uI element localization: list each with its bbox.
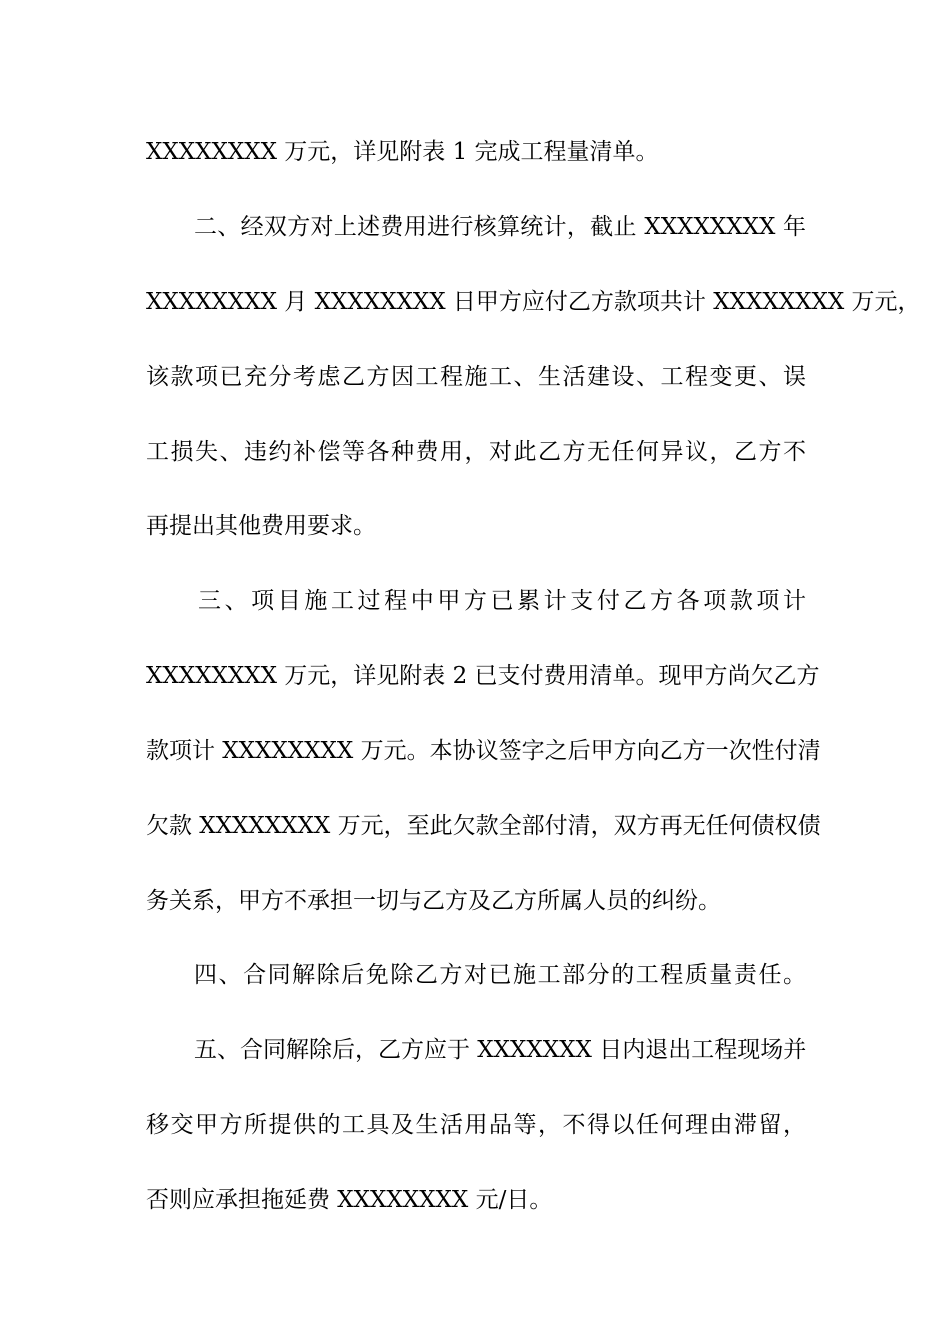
text-line-2: 二、经双方对上述费用进行核算统计，截止 XXXXXXXX 年	[194, 214, 806, 240]
text-line-5: 工损失、违约补偿等各种费用，对此乙方无任何异议，乙方不	[146, 439, 806, 465]
text-line-1: XXXXXXXX 万元，详见附表 1 完成工程量清单。	[146, 139, 659, 165]
text-line-8: XXXXXXXX 万元，详见附表 2 已支付费用清单。现甲方尚欠乙方	[146, 663, 820, 689]
text-line-14: 移交甲方所提供的工具及生活用品等，不得以任何理由滞留，	[146, 1112, 806, 1138]
text-line-12: 四、合同解除后免除乙方对已施工部分的工程质量责任。	[194, 962, 806, 988]
text-line-7: 三、项目施工过程中甲方已累计支付乙方各项款项计	[198, 588, 806, 614]
text-line-3: XXXXXXXX 月 XXXXXXXX 日甲方应付乙方款项共计 XXXXXXXX 万元，	[146, 289, 921, 315]
text-line-15: 否则应承担拖延费 XXXXXXXX 元/日。	[146, 1187, 553, 1213]
text-line-10: 欠款 XXXXXXXX 万元，至此欠款全部付清，双方再无任何债权债	[146, 813, 821, 839]
text-line-4: 该款项已充分考虑乙方因工程施工、生活建设、工程变更、误	[146, 364, 806, 390]
text-line-9: 款项计 XXXXXXXX 万元。本协议签字之后甲方向乙方一次性付清	[146, 738, 821, 764]
text-line-13: 五、合同解除后，乙方应于 XXXXXXX 日内退出工程现场并	[194, 1037, 807, 1063]
text-line-6: 再提出其他费用要求。	[146, 513, 376, 539]
text-line-11: 务关系，甲方不承担一切与乙方及乙方所属人员的纠纷。	[146, 888, 721, 914]
